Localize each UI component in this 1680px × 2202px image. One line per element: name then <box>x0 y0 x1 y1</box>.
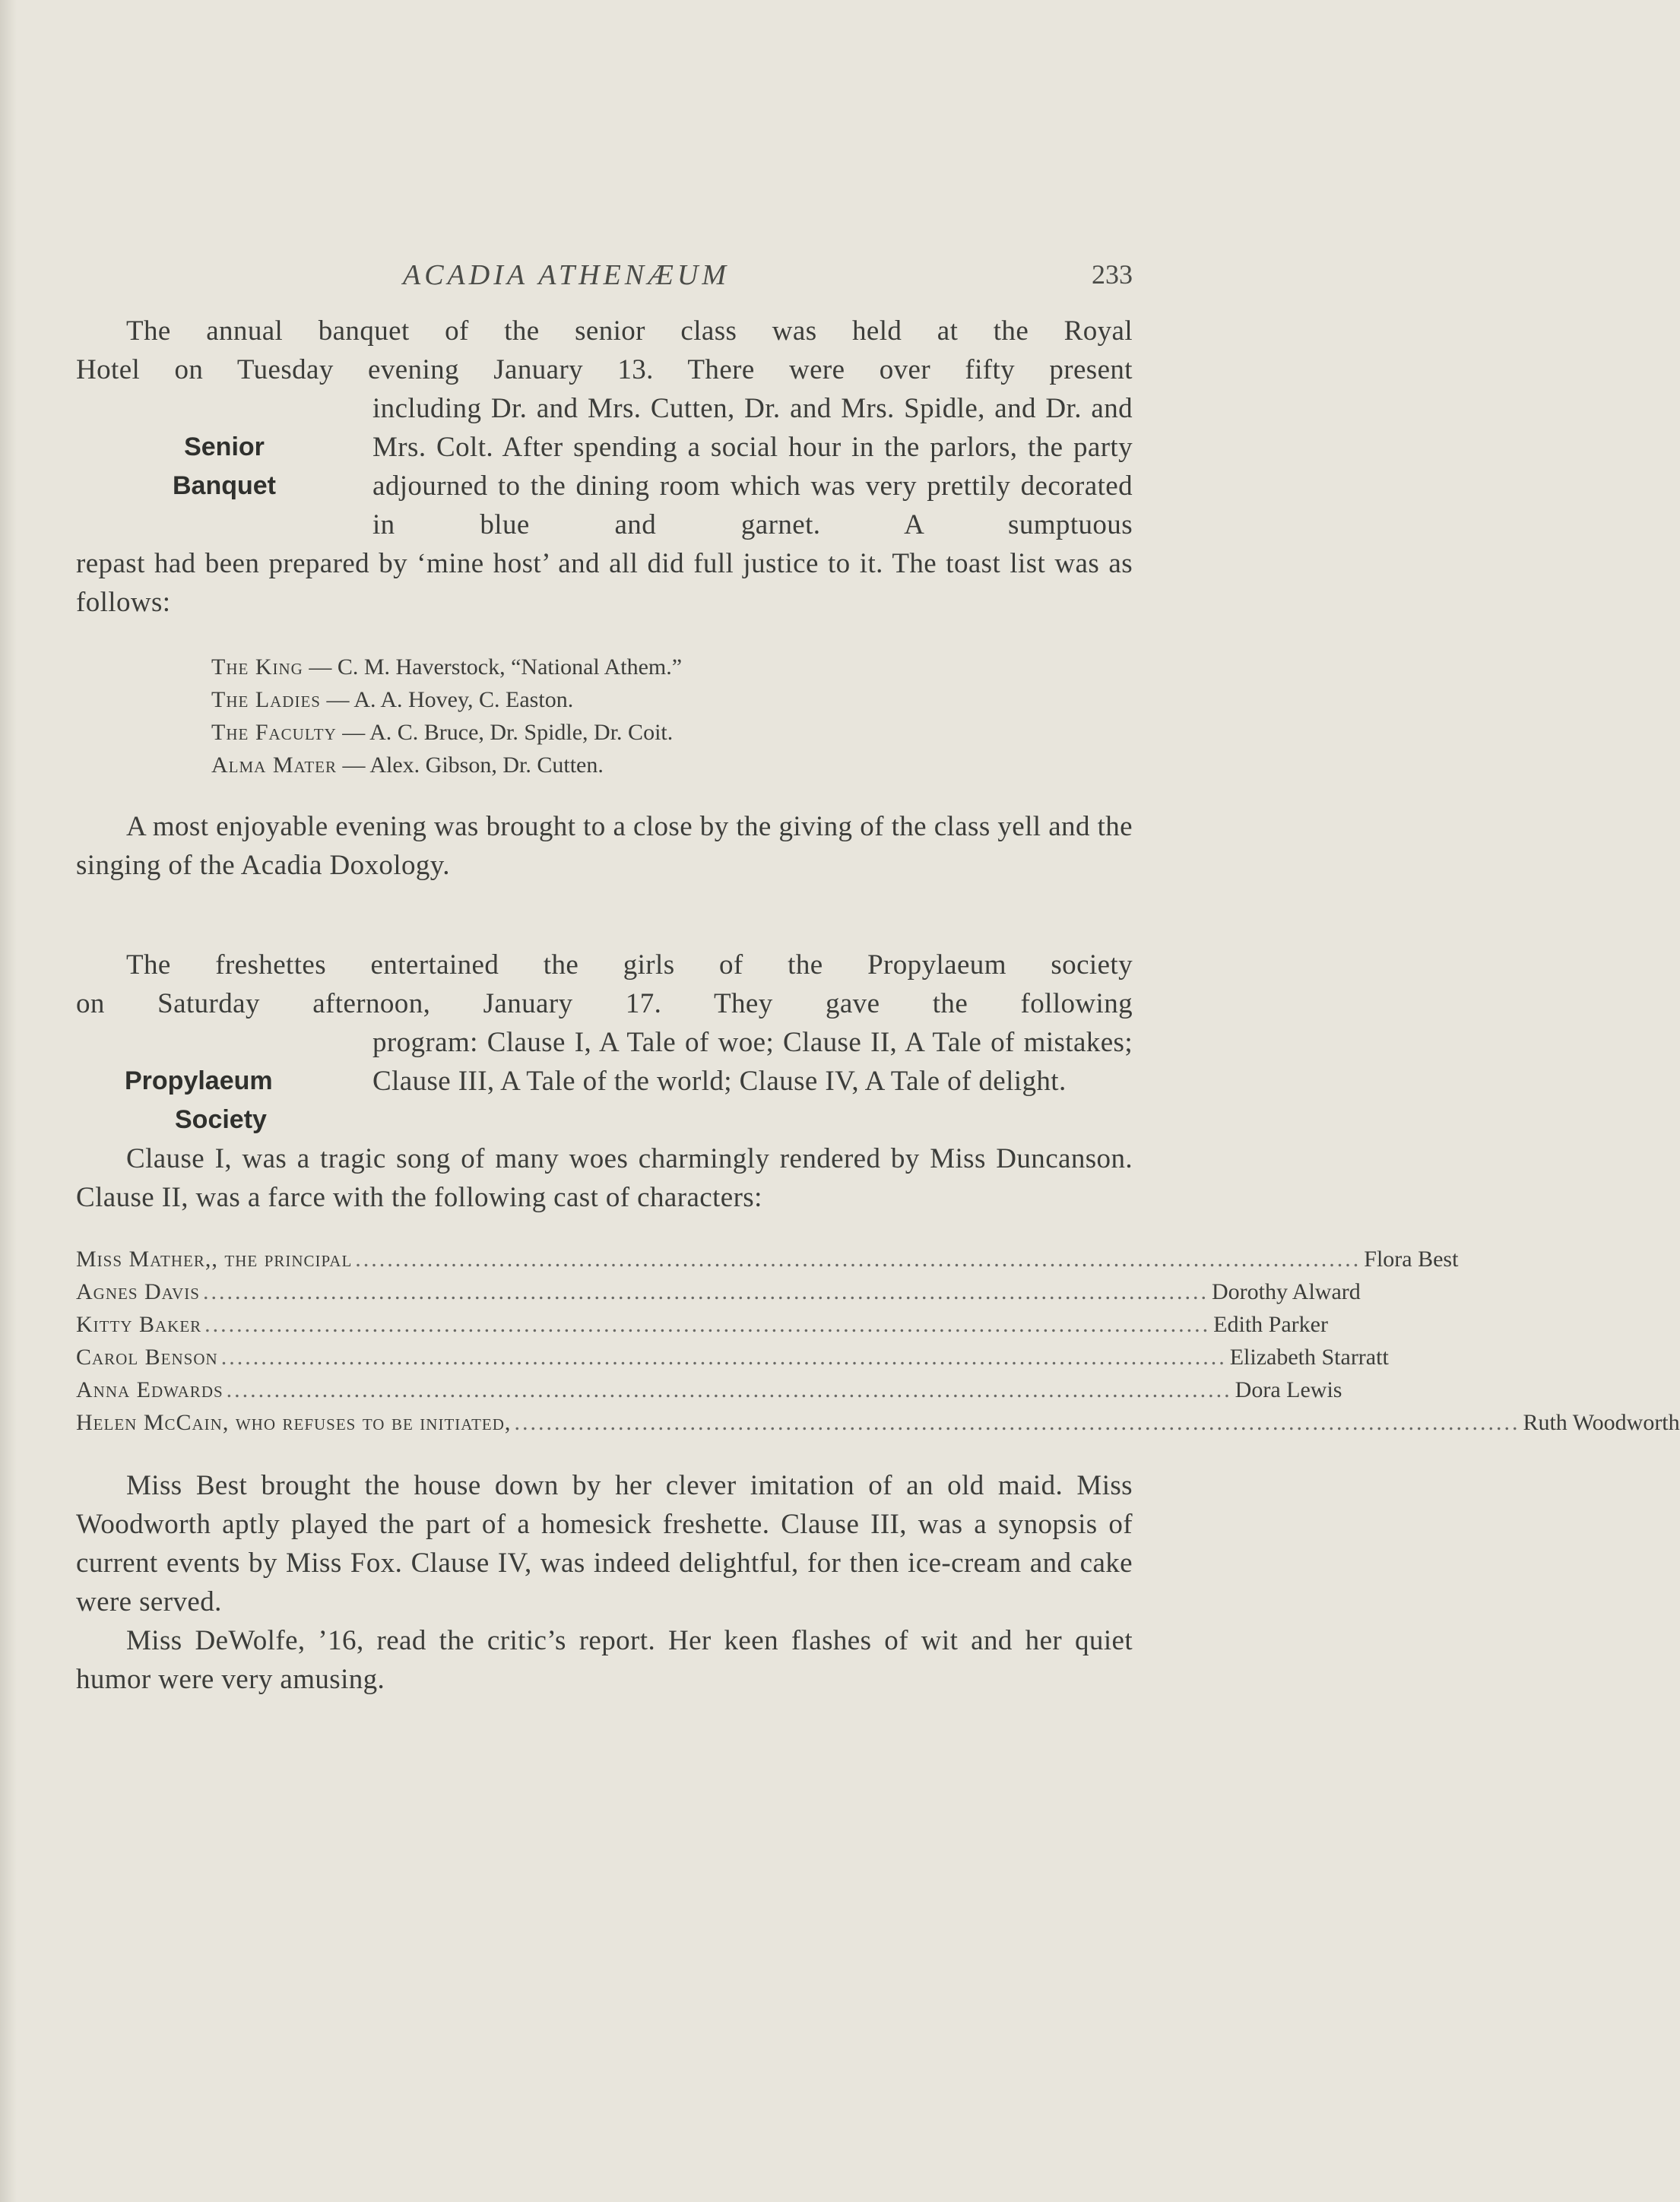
cast-row <box>76 1308 1328 1341</box>
section-separator <box>76 885 1133 946</box>
leader-dots: .............................................................................................................................. <box>514 1410 1520 1435</box>
cast-row <box>76 1406 1680 1439</box>
toast-title: The Faculty <box>211 720 337 745</box>
toast-title: The King <box>211 654 303 680</box>
cast-row <box>76 1373 1342 1406</box>
propylaeum-side-block <box>76 1023 1133 1139</box>
cast-actor: Dora Lewis <box>1235 1377 1342 1402</box>
toast-title: Alma Mater <box>211 752 338 778</box>
banquet-side-heading <box>76 389 372 505</box>
propylaeum-after-text: Clause I, was a tragic song of many woes charmingly rendered by Miss Duncanson. Clause II, was a farce with the following cast of characters: <box>76 1143 1133 1213</box>
propylaeum-paragraph-2: Miss Best brought the house down by her clever imitation of an old maid. Miss Woodworth aptly played the part of a homesick freshette. Clause III, was a synopsis of current events by Miss Fox. Clause IV, was indeed delightful, for then ice-cream and cake were served. <box>76 1470 1133 1617</box>
toast-item <box>211 716 1133 749</box>
leader-dots: .............................................................................................................................. <box>220 1345 1227 1370</box>
propylaeum-intro-line-1: The freshettes entertained the girls of the Propylaeum society <box>126 949 1133 981</box>
running-title: ACADIA ATHENÆUM <box>403 259 731 291</box>
banquet-side-block <box>76 389 1133 544</box>
toast-title: The Ladies <box>211 687 321 712</box>
cast-role: Anna Edwards <box>76 1377 223 1402</box>
propylaeum-paragraph-3: Miss DeWolfe, ’16, read the critic’s report. Her keen flashes of wit and her quiet humor were very amusing. <box>76 1625 1133 1695</box>
cast-row <box>76 1275 1361 1308</box>
toast-list <box>211 651 1133 781</box>
toast-text: — A. C. Bruce, Dr. Spidle, Dr. Coit. <box>336 720 674 745</box>
senior-banquet-section <box>76 312 1133 885</box>
cast-row <box>76 1243 1459 1275</box>
toast-item <box>211 749 1133 781</box>
propylaeum-side-text: program: Clause I, A Tale of woe; Clause II, A Tale of mistakes; Clause III, A Tale of the world; Clause IV, A Tale of delight. <box>372 1027 1133 1097</box>
leader-dots: .............................................................................................................................. <box>226 1377 1232 1402</box>
toast-item <box>211 683 1133 716</box>
side-heading-line-1: Propylaeum <box>125 1066 273 1095</box>
propylaeum-intro-line-2: on Saturday afternoon, January 17. They gave the following <box>76 988 1133 1019</box>
cast-actor: Edith Parker <box>1213 1312 1328 1337</box>
cast-role: Kitty Baker <box>76 1312 202 1337</box>
leader-dots: .............................................................................................................................. <box>204 1312 1211 1337</box>
banquet-closing-paragraph: A most enjoyable evening was brought to a close by the giving of the class yell and the singing of the Acadia Doxology. <box>76 811 1133 881</box>
side-heading-line-2: Society <box>175 1105 267 1134</box>
cast-actor: Elizabeth Starratt <box>1229 1345 1389 1370</box>
page-number: 233 <box>1092 259 1133 290</box>
cast-list <box>76 1243 1680 1439</box>
cast-role: Miss Mather,, the principal <box>76 1247 353 1272</box>
cast-row <box>76 1341 1389 1373</box>
side-heading-line-2: Banquet <box>173 471 276 500</box>
toast-text: — Alex. Gibson, Dr. Cutten. <box>337 752 604 778</box>
banquet-intro-line-2: Hotel on Tuesday evening January 13. There were over fifty present <box>76 354 1133 385</box>
banquet-side-text: including Dr. and Mrs. Cutten, Dr. and Mrs. Spidle, and Dr. and Mrs. Colt. After spending a social hour in the parlors, the party adjourned to the dining room which was very prettily decorated in blue and garnet. A sumptuous <box>372 393 1133 540</box>
toast-text: — A. A. Hovey, C. Easton. <box>320 687 574 712</box>
cast-actor: Flora Best <box>1364 1247 1459 1272</box>
page-header <box>76 251 1133 312</box>
cast-actor: Dorothy Alward <box>1211 1279 1361 1304</box>
cast-role: Helen McCain, who refuses to be initiated, <box>76 1410 512 1435</box>
leader-dots: .............................................................................................................................. <box>202 1279 1209 1304</box>
cast-actor: Ruth Woodworth <box>1523 1410 1680 1435</box>
page-edge-shadow <box>0 0 17 2202</box>
banquet-after-text: repast had been prepared by ‘mine host’ and all did full justice to it. The toast list was as follows: <box>76 548 1133 618</box>
toast-text: — C. M. Haverstock, “National Athem.” <box>303 654 683 680</box>
propylaeum-section <box>76 946 1680 1699</box>
page-content <box>76 251 1680 1699</box>
cast-role: Carol Benson <box>76 1345 218 1370</box>
cast-role: Agnes Davis <box>76 1279 200 1304</box>
banquet-intro-line-1: The annual banquet of the senior class was held at the Royal <box>126 315 1133 347</box>
leader-dots: .............................................................................................................................. <box>355 1247 1361 1272</box>
toast-item <box>211 651 1133 683</box>
side-heading-line-1: Senior <box>184 432 265 461</box>
propylaeum-side-heading <box>76 1023 372 1139</box>
